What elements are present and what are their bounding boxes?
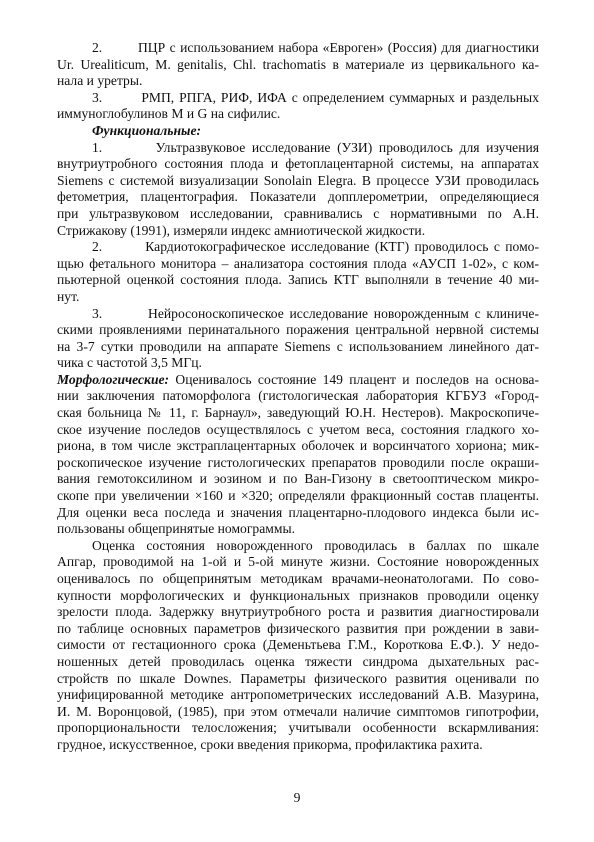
page-number: 9: [293, 790, 301, 805]
text-line: ская больница № 11, г. Барнаул», заведующий Ю.Н. Нестеров). Макроскопиче-: [57, 405, 539, 421]
text-line: 2. Кардиотокографическое исследование (КТГ) проводилось с помо-: [92, 239, 539, 255]
text-line: симости от гестационного срока (Деменьтьева Г.М., Короткова Е.Ф.). У недо-: [57, 637, 539, 653]
text-line: иммуноглобулинов M и G на сифилис.: [57, 106, 281, 122]
text-line: пользованы общепринятые номограммы.: [57, 521, 295, 537]
text-line: роскопическое изучение гистологических препаратов проводили после окраши-: [57, 454, 539, 470]
text-fragment: Оценивалось состояние 149 плацент и последов на основа-: [169, 371, 539, 387]
text-line: 1. Ультразвуковое исследование (УЗИ) проводилось для изучения: [92, 139, 539, 155]
paragraph-rmp: [57, 90, 539, 123]
text-line: скими проявлениями перинатального поражения центральной нервной системы: [57, 322, 539, 338]
text-line: внутриутробного состояния плода и фетоплацентарной системы, на аппаратах: [57, 156, 539, 172]
paragraph-ktg: [57, 239, 539, 305]
text-line: унифицированной методике антропометрических исследований А.В. Мазурина,: [57, 687, 539, 703]
text-line: 3. Нейросоноскопическое исследование новорожденным с клиниче-: [92, 305, 539, 321]
text-line: Для оценки веса последа и значения плацентарно-плодового индекса были ис-: [57, 504, 539, 520]
paragraph-morphological: [57, 372, 539, 538]
paragraph-uzi: [57, 140, 539, 240]
section-heading-functional: [57, 123, 539, 140]
text-line: грудное, искусственное, сроки введения прикорма, профилактика рахита.: [57, 736, 483, 752]
text-line: щью фетального монитора – анализатора состояния плода «АУСП 1-02», с ком-: [57, 255, 539, 271]
text-line: нии заключения патоморфолога (гистологическая лаборатория КГБУЗ «Город-: [57, 388, 539, 404]
paragraph-neurosono: [57, 306, 539, 372]
text-line: пропорциональности телосложения; учитывали особенности вскармливания:: [57, 720, 539, 736]
text-line: нала и уретры.: [57, 73, 143, 89]
text-line: Оценка состояния новорожденного проводилась в баллах по шкале: [92, 537, 539, 553]
paragraph-pcr: [57, 40, 539, 90]
heading-morphological: Морфологические:: [57, 371, 170, 387]
text-line: риона, в том числе экстраплацентарных оболочек и ворсинчатого хориона; мик-: [57, 438, 539, 454]
text-line: скопе при увеличении ×160 и ×320; определяли фракционный состав плаценты.: [57, 488, 539, 504]
text-line: Апгар, проводимой на 1-ой и 5-ой минуте жизни. Состояние новорожденных: [57, 554, 539, 570]
text-line: 3. РМП, РПГА, РИФ, ИФА с определением суммарных и раздельных: [92, 89, 539, 105]
text-line: оценивалось по общепринятым методикам врачами-неонатологами. По сово-: [57, 571, 539, 586]
text-line: И. М. Воронцовой, (1985), при этом отмечали наличие симптомов гипотрофии,: [57, 703, 539, 719]
text-line: Ur. Urealiticum, M. genitalis, Chl. trachomatis в материале из цервикального ка-: [57, 56, 539, 72]
text-line: чика с частотой 3,5 МГц.: [57, 355, 202, 371]
text-line: ское изучение последов осуществлялось с учетом веса, состояния гладкого хо-: [57, 421, 539, 437]
text-line: на 3-7 сутки проводили на аппарате Siemens с использованием линейного дат-: [57, 338, 539, 354]
text-line: Siemens с системой визуализации Sonolain Elegra. В процессе УЗИ проводилась: [57, 172, 539, 188]
text-line: по таблице основных параметров физического развития при рождении в зави-: [57, 620, 539, 636]
text-line: нут.: [57, 288, 80, 304]
text-line: [57, 372, 539, 389]
document-page: [57, 40, 539, 754]
text-line: стройств по шкале Downes. Параметры физического развития оценивали по: [57, 670, 539, 686]
text-line: ношенных детей проводилась оценка тяжести синдрома дыхательных рас-: [57, 653, 539, 669]
text-line: 2. ПЦР с использованием набора «Евроген» (Россия) для диагностики: [92, 40, 539, 55]
text-line: пьютерной оценкой состояния плода. Запись КТГ выполняли в течение 40 ми-: [57, 272, 539, 288]
heading-functional: Функциональные:: [92, 122, 202, 138]
text-line: фетометрия, плацентография. Показатели допплерометрии, определяющиеся: [57, 189, 539, 205]
text-line: зрелости плода. Задержку внутриутробного роста и развития диагностировали: [57, 604, 539, 620]
text-line: при ультразвуковом исследовании, сравнивались с нормативными по А.Н.: [57, 205, 539, 221]
text-line: купности морфологических и функциональных признаков проводили оценку: [57, 587, 539, 603]
paragraph-newborn-assessment: [57, 538, 539, 754]
text-line: вания гемотоксилином и эозином и по Ван-Гизону в светооптическом микро-: [57, 471, 539, 487]
text-line: Стрижакову (1991), измеряли индекс амниотической жидкости.: [57, 222, 426, 238]
